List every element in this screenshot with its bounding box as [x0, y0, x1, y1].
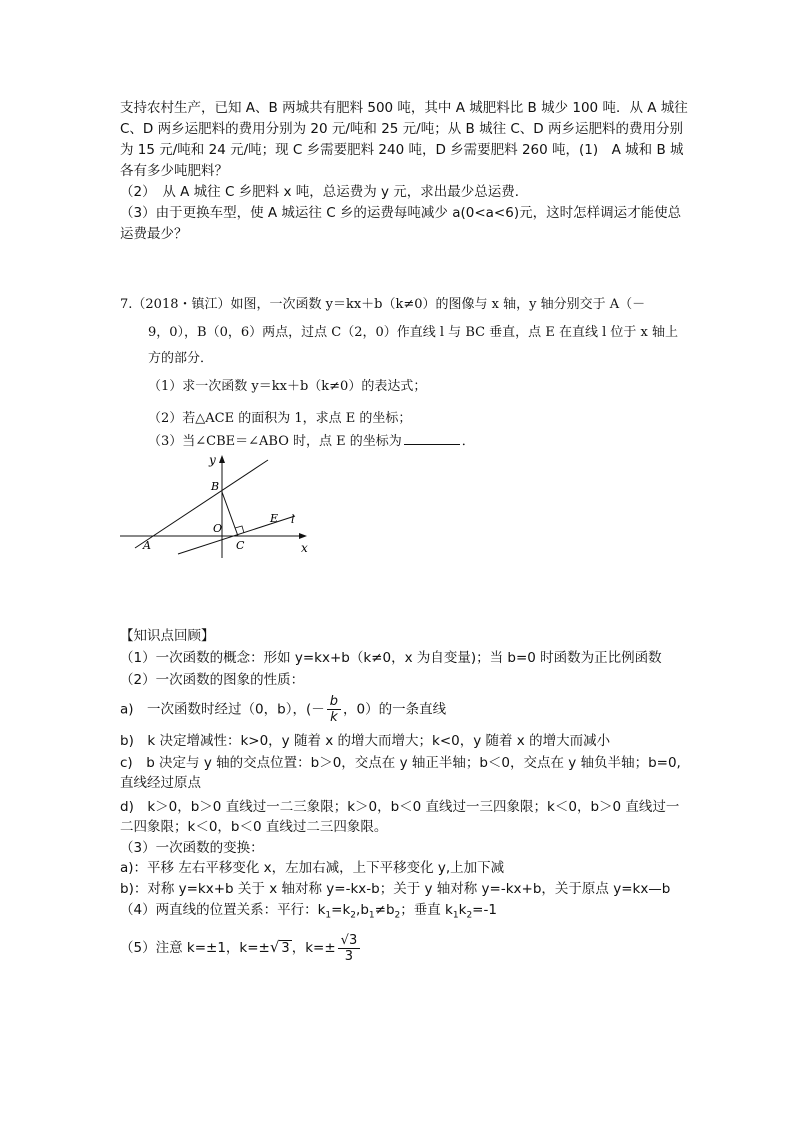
review-line-7: d) k＞0，b＞0 直线过一二三象限；k＞0，b＜0 直线过一三四象限；k＜0，b＞0 直线过一: [120, 799, 680, 815]
review-line-11: b)：对称 y=kx+b 关于 x 轴对称 y=-kx-b；关于 y 轴对称 y=-kx+b，关于原点 y=kx—b: [120, 881, 671, 897]
problem6-question-3-cont: 运费最少？: [120, 226, 188, 242]
label-x: x: [301, 541, 308, 555]
problem6-line-1: 支持农村生产，已知 A、B 两城共有肥料 500 吨，其中 A 城肥料比 B 城少 100 吨．从 A 城往: [120, 100, 688, 116]
review-line-12-text: ；垂直 k: [400, 902, 453, 918]
label-l: l: [291, 513, 295, 526]
y-axis-arrow: [219, 455, 225, 463]
line-ab: [135, 460, 268, 548]
problem7-question-2: （2）若△ACE 的面积为 1，求点 E 的坐标；: [148, 411, 412, 426]
label-c: C: [236, 539, 245, 552]
review-line-12-text: =k: [331, 902, 351, 918]
label-b: B: [211, 480, 220, 493]
review-title: 【知识点回顾】: [120, 628, 215, 644]
review-line-5: c) b 决定与 y 轴的交点位置：b＞0，交点在 y 轴正半轴；b＜0，交点在 y 轴负半轴；b=0,: [120, 755, 681, 771]
problem6-line-2: C、D 两乡运肥料的费用分别为 20 元/吨和 25 元/吨；从 B 城往 C、D 两乡运肥料的费用分别: [120, 121, 683, 137]
problem7-question-3: [148, 430, 475, 452]
problem6-question-3: （3）由于更换车型，使 A 城运往 C 乡的运费每吨减少 a(0<a<6)元，这时怎样调运才能使总: [120, 205, 682, 221]
problem6-question-2: （2） 从 A 城往 C 乡肥料 x 吨，总运费为 y 元，求出最少总运费．: [120, 184, 529, 200]
problem6-line-3: 为 15 元/吨和 24 元/吨；现 C 乡需要肥料 240 吨，D 乡需要肥料 260 吨，(1) A 城和 B 城: [120, 142, 684, 158]
label-a: A: [143, 539, 151, 552]
review-line-12-text: （4）两直线的位置关系：平行：k: [120, 902, 326, 918]
review-line-3: [120, 694, 446, 725]
coordinate-figure: [115, 450, 315, 560]
radicand: 3: [281, 941, 290, 956]
label-y: y: [209, 453, 216, 467]
review-line-12: [120, 900, 497, 926]
review-line-2: （2）一次函数的图象的性质：: [120, 672, 305, 688]
segment-bc: [222, 492, 238, 536]
review-line-4: b) k 决定增减性：k>0，y 随着 x 的增大而增大；k<0，y 随着 x 的增大而减小: [120, 733, 611, 749]
review-line-1: （1）一次函数的概念：形如 y=kx+b（k≠0，x 为自变量)；当 b=0 时函数为正比例函数: [120, 650, 662, 666]
subscript: 2: [350, 910, 357, 921]
sqrt-3: [270, 930, 292, 966]
problem7-question-1: （1）求一次函数 y＝kx＋b（k≠0）的表达式；: [148, 379, 427, 394]
review-line-13-text: ，k=±: [291, 940, 336, 956]
problem7-line-3: 方的部分．: [148, 351, 214, 366]
review-line-12-text: k: [458, 902, 467, 918]
problem7-question-3-text: （3）当∠CBE＝∠ABO 时，点 E 的坐标为: [148, 434, 402, 449]
fraction-denominator: k: [330, 710, 338, 725]
subscript: 1: [368, 910, 375, 921]
fraction-numerator: b: [327, 694, 341, 710]
subscript: 1: [325, 910, 332, 921]
fraction-numerator: √3: [338, 933, 361, 949]
review-line-13-text: （5）注意 k=±1，k=±: [120, 940, 270, 956]
fraction-denominator: 3: [344, 948, 354, 964]
fraction-sqrt3-over-3: [338, 933, 361, 964]
review-line-3-pre: a) 一次函数时经过（0，b），(－: [120, 701, 325, 718]
subscript: 2: [466, 910, 473, 921]
problem6-line-4: 各有多少吨肥料？: [120, 163, 228, 179]
review-line-12-text: ,b: [356, 902, 369, 918]
label-o: O: [213, 522, 223, 535]
problem7-line-1: 7.（2018・镇江）如图，一次函数 y＝kx＋b（k≠0）的图像与 x 轴，y 轴分别交于 A（－: [120, 297, 646, 312]
label-e: E: [270, 512, 279, 525]
problem7-question-3-end: ．: [461, 434, 475, 449]
review-line-13: [120, 930, 362, 966]
review-line-3-post: ，0）的一条直线: [342, 701, 447, 718]
problem7-line-2: 9，0），B（0，6）两点，过点 C（2，0）作直线 l 与 BC 垂直，点 E 在直线 l 位于 x 轴上: [148, 325, 678, 340]
subscript: 2: [394, 910, 401, 921]
fraction-b-over-k: [327, 694, 341, 725]
review-line-10: a)：平移 左右平移变化 x，左加右减，上下平移变化 y,上加下减: [120, 860, 505, 876]
review-line-6: 直线经过原点: [120, 775, 201, 791]
review-line-8: 二四象限；k＜0，b＜0 直线过二三四象限。: [120, 819, 388, 835]
review-line-9: （3）一次函数的变换：: [120, 840, 264, 856]
subscript: 1: [452, 910, 459, 921]
x-axis-arrow: [299, 533, 307, 539]
review-line-12-text: =-1: [472, 902, 497, 918]
answer-blank: [404, 430, 460, 445]
review-line-12-text: ≠b: [374, 902, 395, 918]
radical-sign: √: [269, 938, 280, 956]
